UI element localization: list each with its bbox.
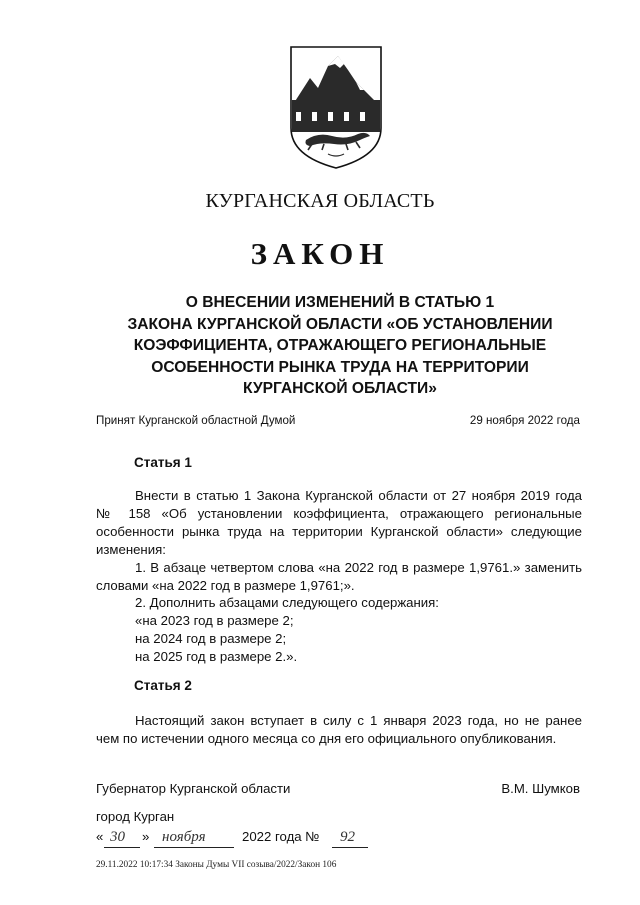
law-title-line: КУРГАНСКОЙ ОБЛАСТИ»: [243, 380, 437, 398]
document-type-heading: ЗАКОН: [250, 236, 390, 271]
governor-position: Губернатор Курганской области: [96, 781, 291, 796]
adoption-date: 29 ноября 2022 года: [469, 414, 580, 427]
article-1-line: изменения:: [96, 541, 166, 557]
article-1-body: [96, 487, 582, 666]
article-2-heading: Статья 2: [134, 678, 192, 693]
article-2-line: Настоящий закон вступает в силу с 1 января 2023 года, но не ранее: [135, 713, 582, 728]
law-title: [120, 292, 560, 400]
article-1-line: № 158 «Об установлении коэффициента, отражающего региональные: [96, 505, 582, 521]
article-2-body: [96, 712, 582, 748]
signing-date-line: [96, 829, 516, 851]
coat-of-arms-emblem: [288, 44, 384, 170]
date-close-quote: »: [142, 829, 150, 844]
month-underline: [154, 846, 234, 848]
article-1-line: на 2024 год в размере 2;: [135, 631, 287, 647]
date-open-quote: «: [96, 829, 104, 844]
footer-file-stamp: 29.11.2022 10:17:34 Законы Думы VII созыва/2022/Закон 106: [96, 860, 337, 870]
article-1-heading: Статья 1: [134, 455, 192, 470]
law-title-line: О ВНЕСЕНИИ ИЗМЕНЕНИЙ В СТАТЬЮ 1: [185, 294, 495, 311]
article-1-line: Внести в статью 1 Закона Курганской области от 27 ноября 2019 года: [135, 488, 582, 503]
article-1-line: особенности рынка труда на территории Курганской области» следующие: [96, 523, 582, 539]
article-2-line: чем по истечении одного месяца со дня его официального опубликования.: [96, 730, 557, 746]
article-1-line: 2. Дополнить абзацами следующего содержания:: [135, 595, 439, 611]
law-title-line: ОСОБЕННОСТИ РЫНКА ТРУДА НА ТЕРРИТОРИИ: [151, 358, 529, 376]
governor-name: В.М. Шумков: [501, 781, 580, 796]
handwritten-day: 30: [110, 829, 125, 845]
article-1-line: 1. В абзаце четвертом слова «на 2022 год в размере 1,9761.» заменить: [135, 559, 582, 575]
adopted-by-text: Принят Курганской областной Думой: [96, 414, 296, 427]
law-title-line: КОЭФФИЦИЕНТА, ОТРАЖАЮЩЕГО РЕГИОНАЛЬНЫЕ: [133, 337, 547, 355]
region-heading: КУРГАНСКАЯ ОБЛАСТЬ: [205, 190, 435, 212]
day-underline: [104, 846, 140, 848]
article-1-line: словами «на 2022 год в размере 1,9761;».: [96, 577, 355, 593]
law-title-line: ЗАКОНА КУРГАНСКОЙ ОБЛАСТИ «ОБ УСТАНОВЛЕНИИ: [127, 315, 553, 333]
article-1-line: на 2025 год в размере 2.».: [135, 649, 298, 665]
article-1-line: «на 2023 год в размере 2;: [135, 613, 294, 629]
signing-city: город Курган: [96, 809, 175, 824]
handwritten-month: ноября: [162, 829, 206, 845]
year-and-number-label: 2022 года №: [242, 829, 320, 844]
handwritten-law-number: 92: [340, 829, 355, 845]
number-underline: [332, 846, 368, 848]
